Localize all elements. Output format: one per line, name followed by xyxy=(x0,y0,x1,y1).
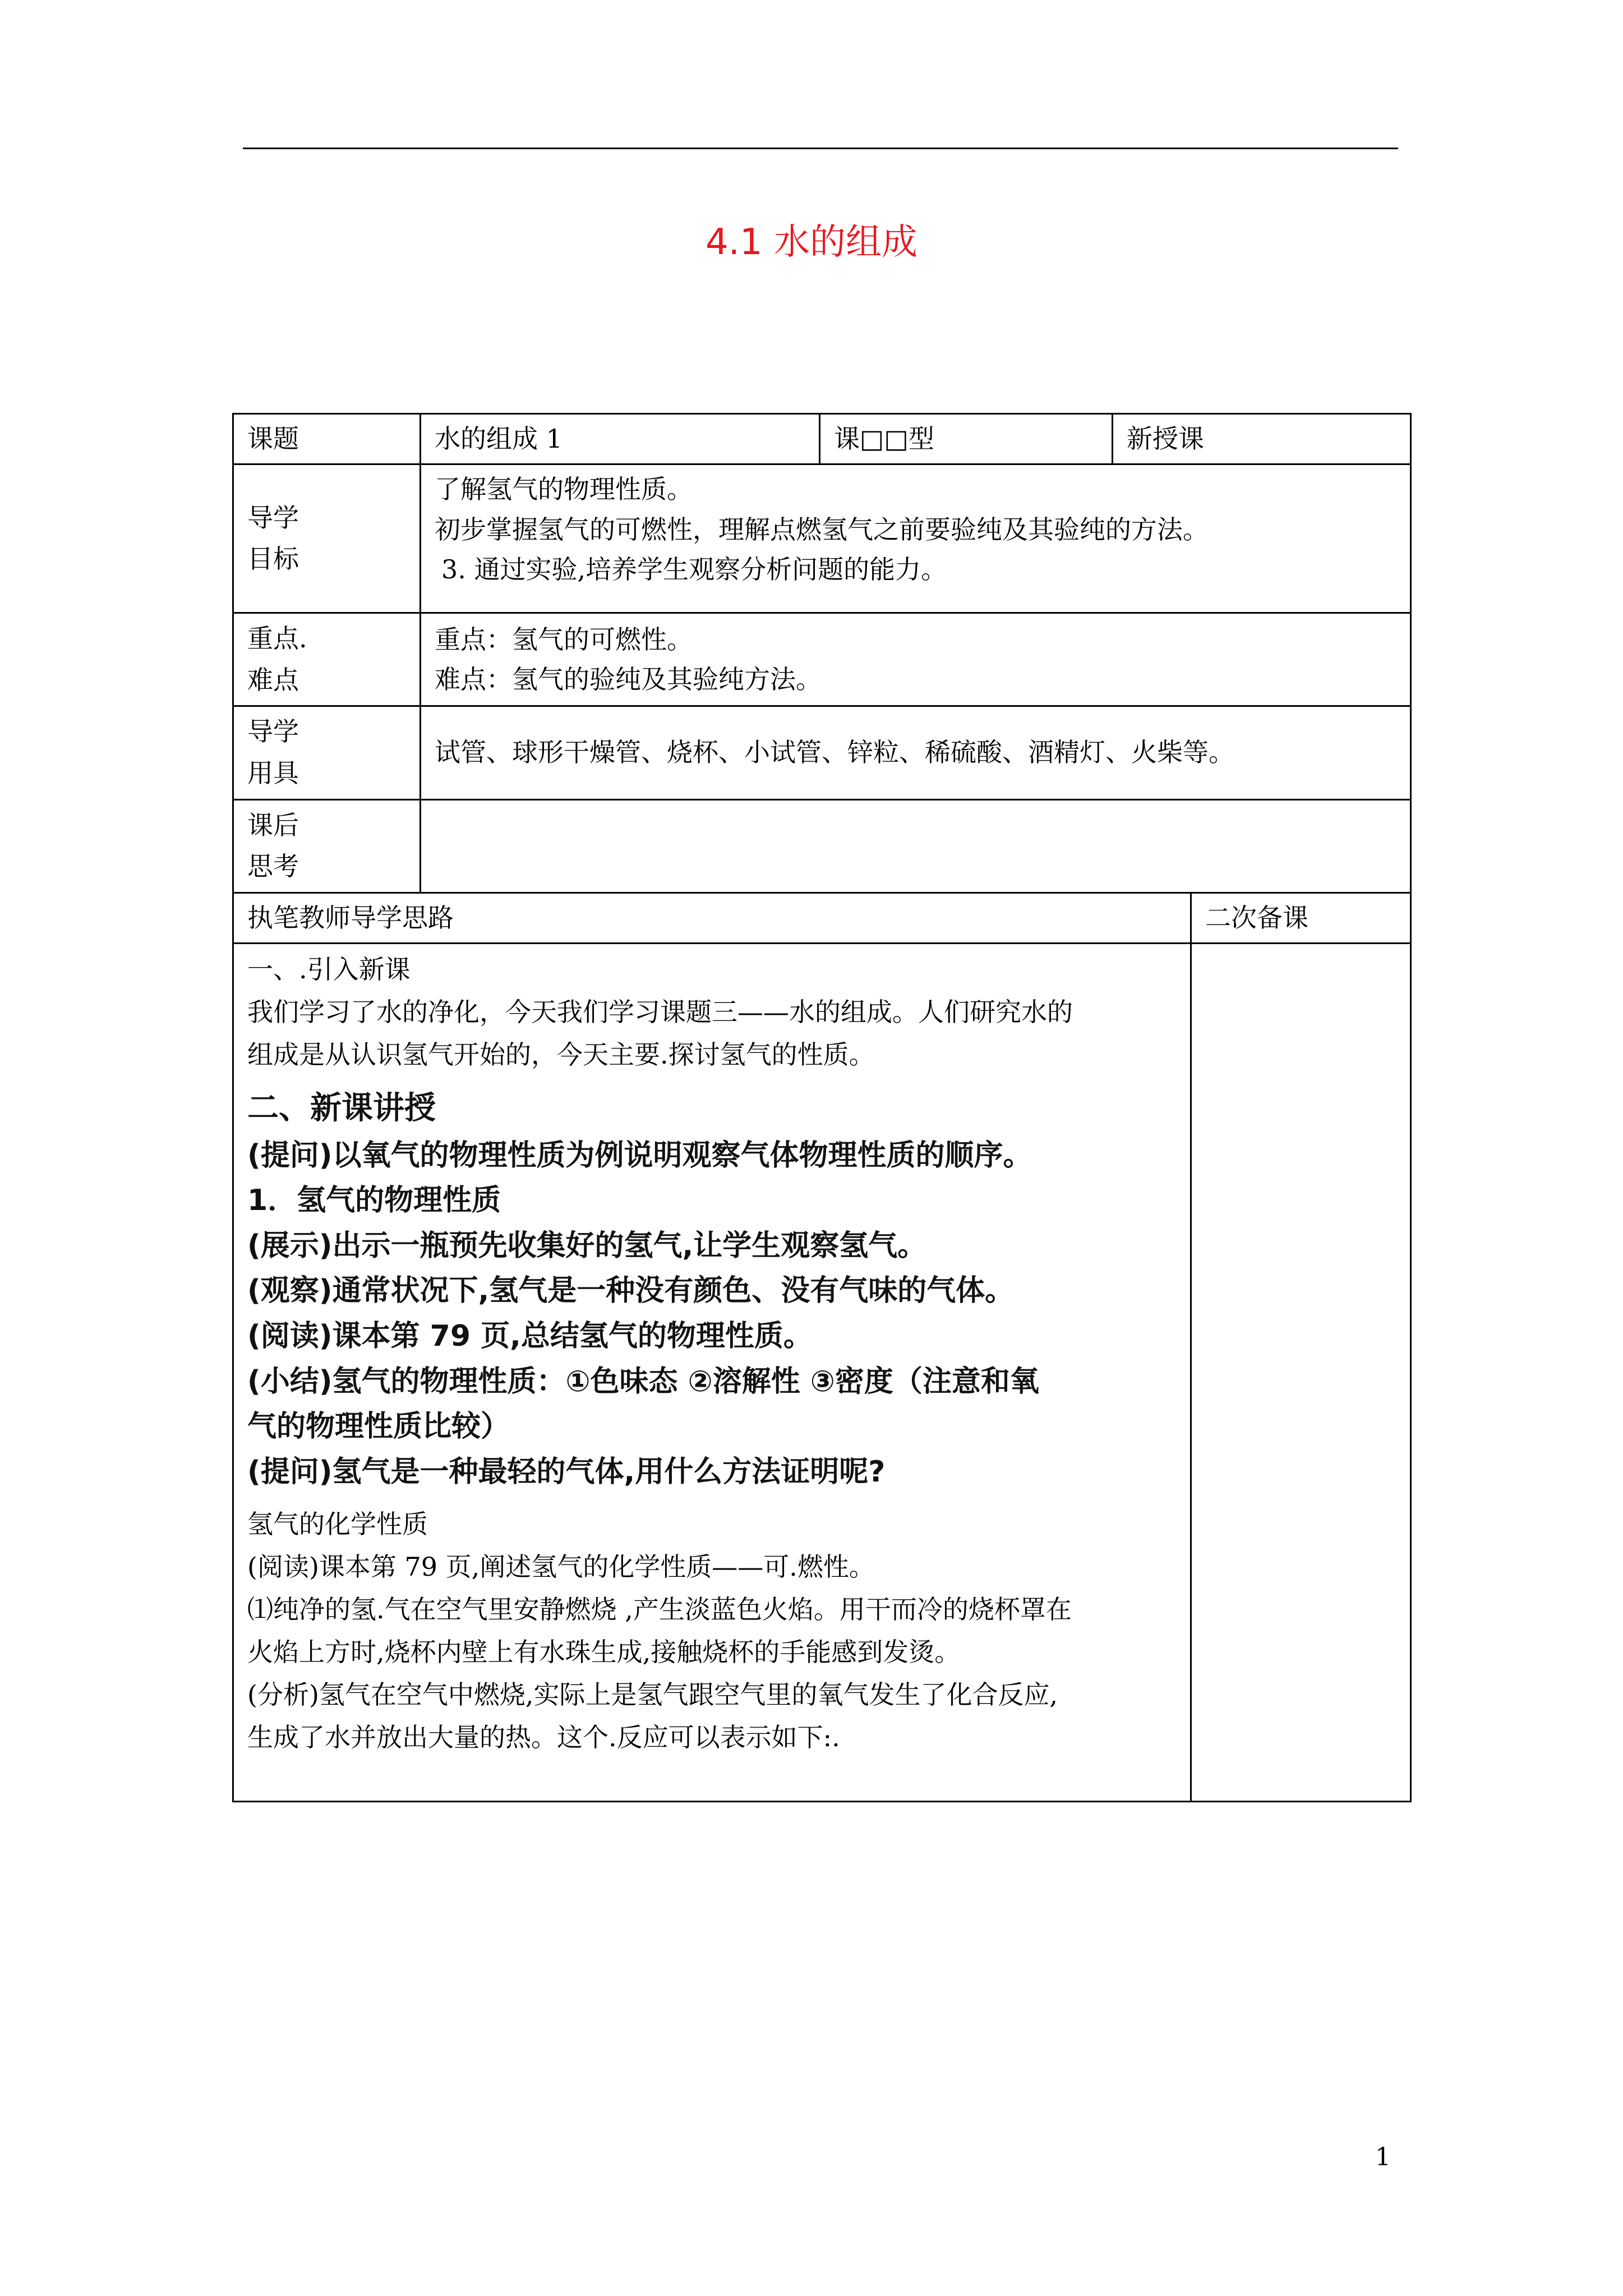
type-label: 课□□型 xyxy=(820,414,1113,464)
chemical-line: (阅读)课本第 79 页,阐述氢气的化学性质——可.燃性。 xyxy=(247,1552,875,1582)
lecture-heading: 二、新课讲授 xyxy=(247,1089,436,1126)
intro-section xyxy=(247,949,1177,1076)
chemical-line: 火焰上方时,烧杯内壁上有水珠生成,接触烧杯的手能感到发烫。 xyxy=(247,1637,961,1668)
tools-label-line-1: 导学 xyxy=(247,716,299,747)
goals-label-line-1: 导学 xyxy=(247,502,299,533)
lecture-line: (阅读)课本第 79 页,总结氢气的物理性质。 xyxy=(247,1319,813,1353)
tools-label xyxy=(233,706,421,799)
tools-content: 试管、球形干燥管、烧杯、小试管、锌粒、稀硫酸、酒精灯、火柴等。 xyxy=(421,706,1411,799)
lecture-line: 1．氢气的物理性质 xyxy=(247,1184,501,1218)
goal-item: 了解氢气的物理性质。 xyxy=(435,474,693,505)
keypoints-label xyxy=(233,613,421,706)
topic-row xyxy=(233,414,1411,464)
chemical-line: ⑴纯净的氢.气在空气里安静燃烧 ,产生淡蓝色火焰。用干而冷的烧杯罩在 xyxy=(247,1594,1072,1625)
header-rule xyxy=(243,148,1398,149)
teacher-plan-header: 执笔教师导学思路 xyxy=(233,892,1191,943)
lecture-line: (观察)通常状况下,氢气是一种没有颜色、没有气味的气体。 xyxy=(247,1274,1015,1308)
chemical-line: (分析)氢气在空气中燃烧,实际上是氢气跟空气里的氧气发生了化合反应, xyxy=(247,1679,1058,1710)
reflection-label-line-2: 思考 xyxy=(247,851,299,882)
reflection-label-line-1: 课后 xyxy=(247,809,299,840)
page-number: 1 xyxy=(1375,2143,1391,2171)
chemical-section xyxy=(247,1503,1177,1759)
tools-label-line-2: 用具 xyxy=(247,758,299,789)
goals-row xyxy=(233,464,1411,613)
topic-label: 课题 xyxy=(233,414,421,464)
goals-content xyxy=(421,464,1411,613)
goal-item: 初步掌握氢气的可燃性，理解点燃氢气之前要验纯及其验纯的方法。 xyxy=(435,514,1209,545)
goals-label xyxy=(233,464,421,613)
lecture-line: (小结)氢气的物理性质：①色味态 ②溶解性 ③密度（注意和氧 xyxy=(247,1364,1039,1398)
plan-header-row xyxy=(233,892,1411,943)
page-title: 4.1 水的组成 xyxy=(705,222,918,263)
keypoints-content xyxy=(421,613,1411,706)
teacher-plan-content xyxy=(233,944,1191,1802)
lecture-line: (展示)出示一瓶预先收集好的氢气,让学生观察氢气。 xyxy=(247,1228,927,1263)
type-value: 新授课 xyxy=(1113,414,1411,464)
reflection-label xyxy=(233,799,421,892)
lecture-line: (提问)氢气是一种最轻的气体,用什么方法证明呢? xyxy=(247,1455,886,1489)
tools-row xyxy=(233,706,1411,799)
intro-heading: 一、.引入新课 xyxy=(247,954,411,985)
keypoints-label-line-1: 重点. xyxy=(247,623,307,654)
lesson-plan-table xyxy=(232,413,1412,1802)
lecture-section xyxy=(247,1084,1177,1495)
lecture-line: (提问)以氧气的物理性质为例说明观察气体物理性质的顺序。 xyxy=(247,1138,1032,1172)
keypoints-label-line-2: 难点 xyxy=(247,664,299,695)
key-point-text: 重点：氢气的可燃性。 xyxy=(435,624,693,655)
reflection-row xyxy=(233,799,1411,892)
keypoints-row xyxy=(233,613,1411,706)
chemical-line: 生成了水并放出大量的热。这个.反应可以表示如下:. xyxy=(247,1722,840,1752)
difficulty-text: 难点：氢气的验纯及其验纯方法。 xyxy=(435,664,822,694)
chemical-heading: 氢气的化学性质 xyxy=(247,1509,428,1540)
second-prep-header: 二次备课 xyxy=(1191,892,1411,943)
reflection-content xyxy=(421,799,1411,892)
plan-content-row xyxy=(233,944,1411,1802)
goals-label-line-2: 目标 xyxy=(247,544,299,574)
second-prep-content xyxy=(1191,944,1411,1802)
intro-text: 我们学习了水的净化，今天我们学习课题三——水的组成。人们研究水的 xyxy=(247,997,1073,1028)
intro-text: 组成是从认识氢气开始的，今天主要.探讨氢气的性质。 xyxy=(247,1039,875,1070)
topic-value: 水的组成 1 xyxy=(421,414,820,464)
goal-item: 3. 通过实验,培养学生观察分析问题的能力。 xyxy=(441,554,947,585)
lecture-line: 气的物理性质比较） xyxy=(247,1410,510,1444)
